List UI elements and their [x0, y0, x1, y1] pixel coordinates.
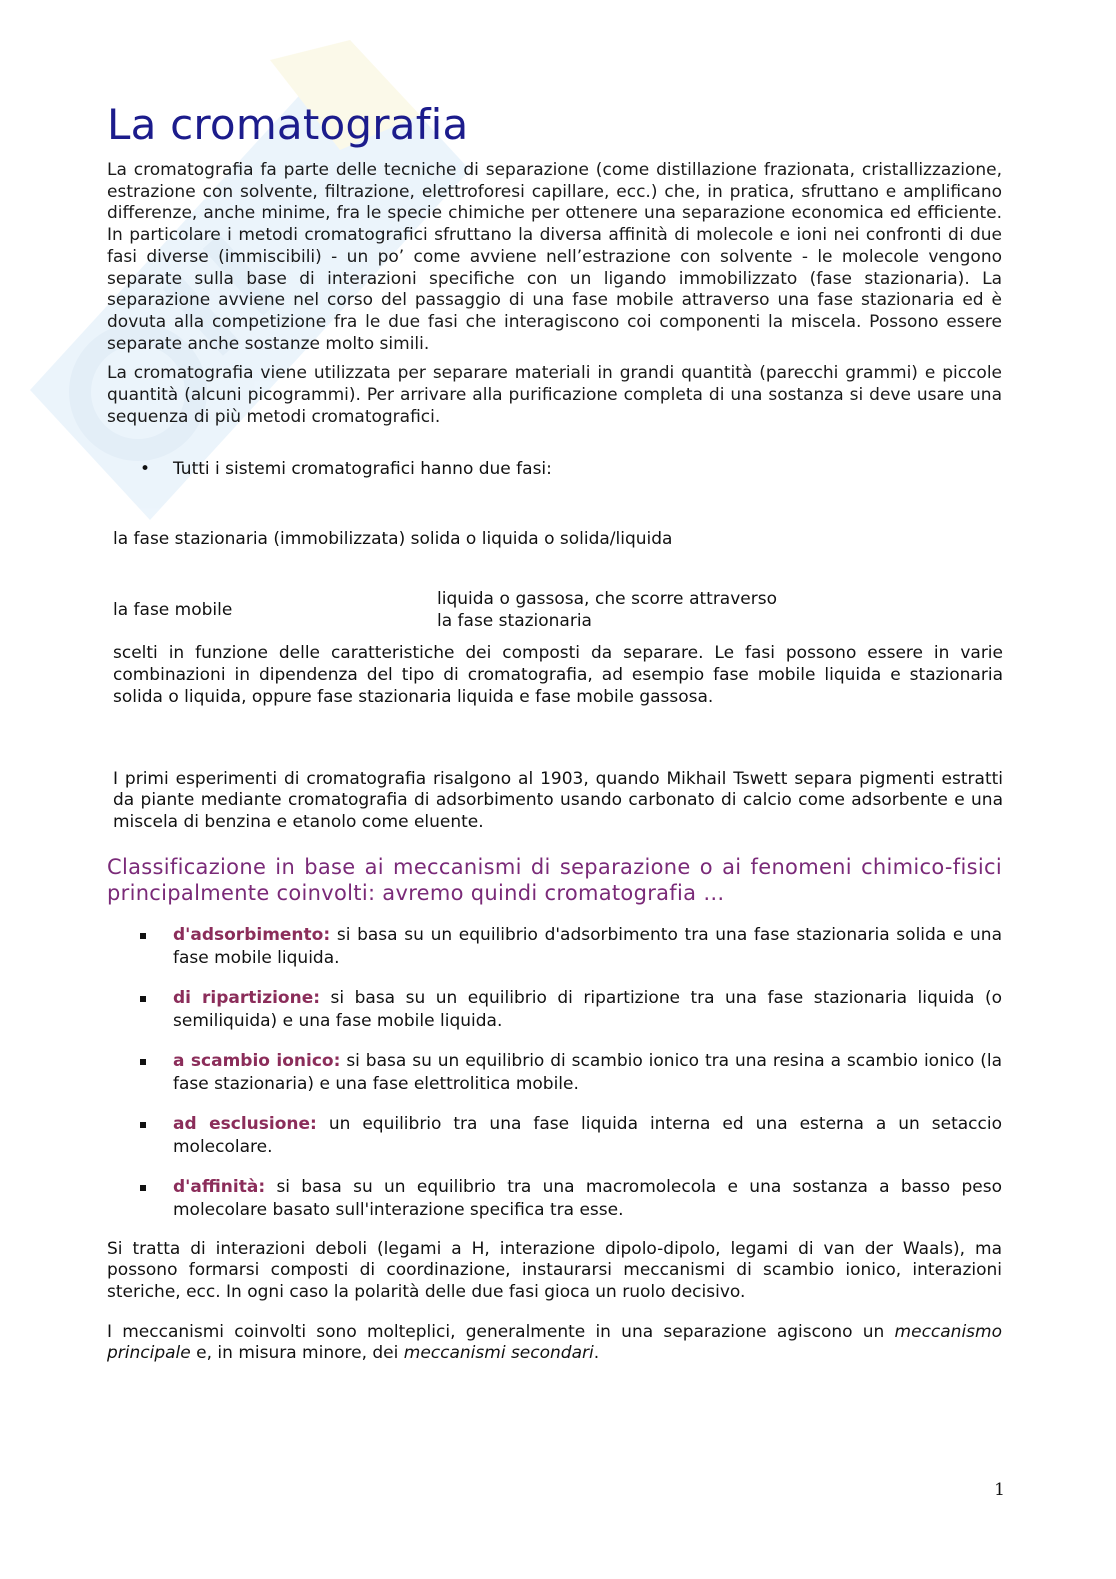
intro-paragraph-1: La cromatografia fa parte delle tecniche di separazione (come distillazione frazionata, cristallizzazione, estrazione con solvente, filtrazione, elettroforesi capillare, ecc.) che, in pratica, sfruttano e amplificano differenze, anche minime, fra le specie chimiche per ottenere una separazione economica ed efficiente. In particolare i metodi cromatografici sfruttano la diversa affinità di molecole e ioni nei confronti di due fasi diverse (immiscibili) - un po’ come avviene nell’estrazione con solvente - le molecole vengono separate sulla base di interazioni specifiche con un ligando immobilizzato (fase stazionaria). La separazione avviene nel corso del passaggio di una fase mobile attraverso una fase stazionaria ed è dovuta alla competizione fra le due fasi che interagiscono coi componenti la miscela. Possono essere separate anche sostanze molto simili.: [107, 160, 1002, 354]
square-bullet-icon: [107, 1113, 173, 1160]
square-bullet-icon: [107, 1050, 173, 1097]
bullet-item-phases: [107, 458, 1002, 480]
mechanism-description: si basa su un equilibrio di scambio ionico tra una resina a scambio ionico (la fase stazionaria) e una fase elettrolitica mobile.: [173, 1050, 1003, 1095]
mobile-phase-row: [113, 588, 1003, 632]
closing-paragraph-1: Si tratta di interazioni deboli (legami a H, interazione dipolo-dipolo, legami di van der Waals), ma possono formarsi composti di coordinazione, instaurarsi meccanismi di scambio ionico, interazioni steriche, ecc. In ogni caso la polarità delle due fasi gioca un ruolo decisivo.: [107, 1238, 1002, 1303]
mechanisms-list: [107, 924, 1002, 1223]
mechanism-description: si basa su un equilibrio tra una macromolecola e una sostanza a basso peso molecolare basato sull'interazione specifica tra esse.: [173, 1176, 1002, 1221]
page-title: La cromatografia: [107, 100, 469, 149]
square-bullet-icon: [107, 924, 173, 971]
list-item: [107, 987, 1002, 1034]
closing-text-part1: I meccanismi coinvolti sono molteplici, generalmente in una separazione agiscono un: [107, 1321, 885, 1342]
list-item: [107, 1113, 1002, 1160]
section-heading-classification: Classificazione in base ai meccanismi di separazione o ai fenomeni chimico-fisici principalmente coinvolti: avremo quindi cromatografia …: [107, 854, 1002, 905]
list-item: [107, 924, 1002, 971]
mechanism-description: si basa su un equilibrio di ripartizione tra una fase stazionaria liquida (o semiliquida) e una fase mobile liquida.: [173, 987, 1002, 1032]
phases-note: scelti in funzione delle caratteristiche dei composti da separare. Le fasi possono essere in varie combinazioni in dipendenza del tipo di cromatografia, ad esempio fase mobile liquida e stazionaria solida o liquida, oppure fase stazionaria liquida e fase mobile gassosa.: [113, 643, 1003, 707]
mobile-phase-label: la fase mobile: [113, 600, 233, 621]
history-paragraph: I primi esperimenti di cromatografia risalgono al 1903, quando Mikhail Tswett separa pigmenti estratti da piante mediante cromatografia di adsorbimento usando carbonato di calcio come adsorbente e una miscela di benzina e etanolo come eluente.: [113, 768, 1003, 832]
stationary-phase-text: la fase stazionaria (immobilizzata) solida o liquida o solida/liquida: [113, 529, 673, 550]
mechanism-description: un equilibrio tra una fase liquida interna ed una esterna a un setaccio molecolare.: [173, 1113, 1002, 1158]
closing-paragraph-2: [107, 1322, 1002, 1365]
mechanism-term: d'adsorbimento:: [173, 924, 331, 945]
mechanism-term: a scambio ionico:: [173, 1050, 341, 1071]
page-number: 1: [994, 1480, 1005, 1500]
intro-paragraph-2: La cromatografia viene utilizzata per separare materiali in grandi quantità (parecchi grammi) e piccole quantità (alcuni picogrammi). Per arrivare alla purificazione completa di una sostanza si deve usare una sequenza di più metodi cromatografici.: [107, 363, 1002, 427]
mobile-phase-description: liquida o gassosa, che scorre attraverso la fase stazionaria: [437, 589, 777, 632]
list-item: [107, 1176, 1002, 1223]
closing-text-part3: .: [593, 1343, 600, 1364]
closing-emphasis-principal: meccanismo principale: [107, 1321, 1002, 1364]
mechanism-term: d'affinità:: [173, 1176, 266, 1197]
list-item: [107, 1050, 1002, 1097]
square-bullet-icon: [107, 1176, 173, 1223]
phases-block: [113, 528, 1003, 833]
document-page: [107, 98, 1002, 1382]
mechanism-term: ad esclusione:: [173, 1113, 317, 1134]
mechanism-term: di ripartizione:: [173, 987, 321, 1008]
bullet-dot-icon: •: [140, 459, 151, 480]
mechanism-description: si basa su un equilibrio d'adsorbimento tra una fase stazionaria solida e una fase mobile liquida.: [173, 924, 1003, 969]
square-bullet-icon: [107, 987, 173, 1034]
bullet-text: Tutti i sistemi cromatografici hanno due fasi:: [173, 459, 552, 480]
closing-emphasis-secondary: meccanismi secondari: [403, 1343, 594, 1364]
closing-text-part2: e, in misura minore, dei: [196, 1343, 399, 1364]
